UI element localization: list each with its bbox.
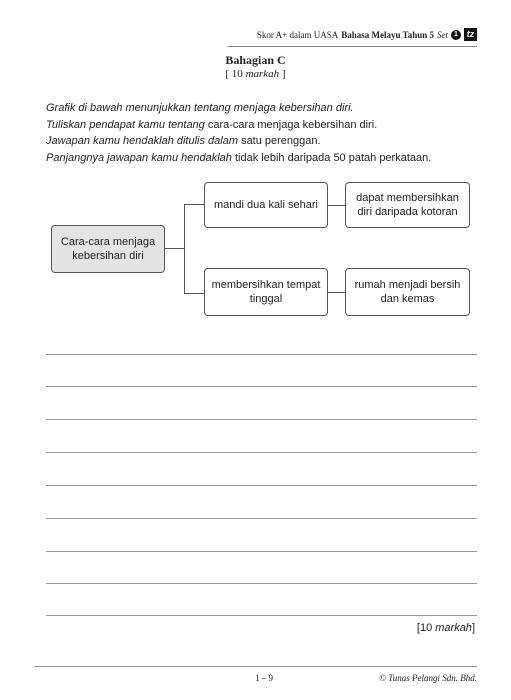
branch-node-1: mandi dua kali sehari	[204, 182, 328, 228]
header-divider	[228, 46, 477, 47]
page-header	[257, 28, 477, 41]
answer-marks	[417, 622, 475, 634]
subject-title: Bahasa Melayu Tahun 5	[341, 29, 434, 40]
marks-word: markah	[435, 622, 472, 634]
answer-line[interactable]	[46, 386, 477, 387]
publisher-logo: tz	[464, 28, 477, 41]
instruction-emphasis: tidak lebih daripada 50 patah perkataan	[234, 151, 429, 164]
answer-line[interactable]	[46, 354, 477, 355]
instruction-line-4	[46, 150, 431, 167]
result-node-2: rumah menjadi bersih dan kemas	[345, 268, 470, 316]
marks-close: ]	[471, 622, 475, 634]
instruction-punct: .	[428, 151, 432, 164]
answer-line[interactable]	[46, 551, 477, 552]
book-title: Skor A+ dalam UASA	[256, 29, 339, 40]
set-number-badge: 1	[451, 30, 461, 40]
instruction-line-2	[46, 117, 431, 134]
section-marks	[0, 68, 511, 80]
marks-open: [ 10	[225, 68, 246, 80]
answer-line[interactable]	[46, 419, 477, 420]
result-node-1: dapat membersihkan diri daripada kotoran	[345, 182, 470, 228]
instruction-punct: .	[374, 118, 378, 131]
footer-divider	[34, 666, 477, 667]
instruction-text: Tuliskan pendapat kamu tentang	[46, 118, 208, 131]
marks-word: markah	[245, 68, 280, 80]
answer-line[interactable]	[46, 615, 477, 616]
instruction-emphasis: cara-cara menjaga kebersihan diri	[207, 118, 375, 131]
publisher-credit: © Tunas Pelangi Sdn. Bhd.	[379, 673, 477, 683]
marks-close: ]	[279, 68, 286, 80]
instruction-text: Jawapan kamu hendaklah ditulis dalam	[46, 135, 242, 147]
answer-line[interactable]	[46, 583, 477, 584]
root-connector	[165, 248, 184, 249]
instruction-line-3	[46, 133, 431, 150]
instruction-line-1: Grafik di bawah menunjukkan tentang menjaga kebersihan diri.	[46, 102, 354, 114]
branch-1-connector	[328, 205, 345, 206]
branch-2-connector	[328, 292, 345, 293]
instruction-text: Panjangnya jawapan kamu hendaklah	[46, 151, 235, 164]
branch-bracket	[184, 204, 205, 294]
root-node: Cara-cara menjaga kebersihan diri	[51, 225, 165, 273]
answer-line[interactable]	[46, 518, 477, 519]
instructions	[46, 100, 431, 166]
marks-open: [10	[416, 622, 436, 634]
answer-line[interactable]	[46, 485, 477, 486]
instruction-punct: .	[317, 135, 321, 147]
set-label: Set	[437, 29, 448, 40]
section-title: Bahagian C	[225, 53, 286, 67]
page-number: 1 – 9	[255, 673, 273, 683]
instruction-emphasis: satu perenggan	[241, 135, 318, 147]
branch-node-2: membersihkan tempat tinggal	[204, 268, 328, 316]
answer-line[interactable]	[46, 452, 477, 453]
